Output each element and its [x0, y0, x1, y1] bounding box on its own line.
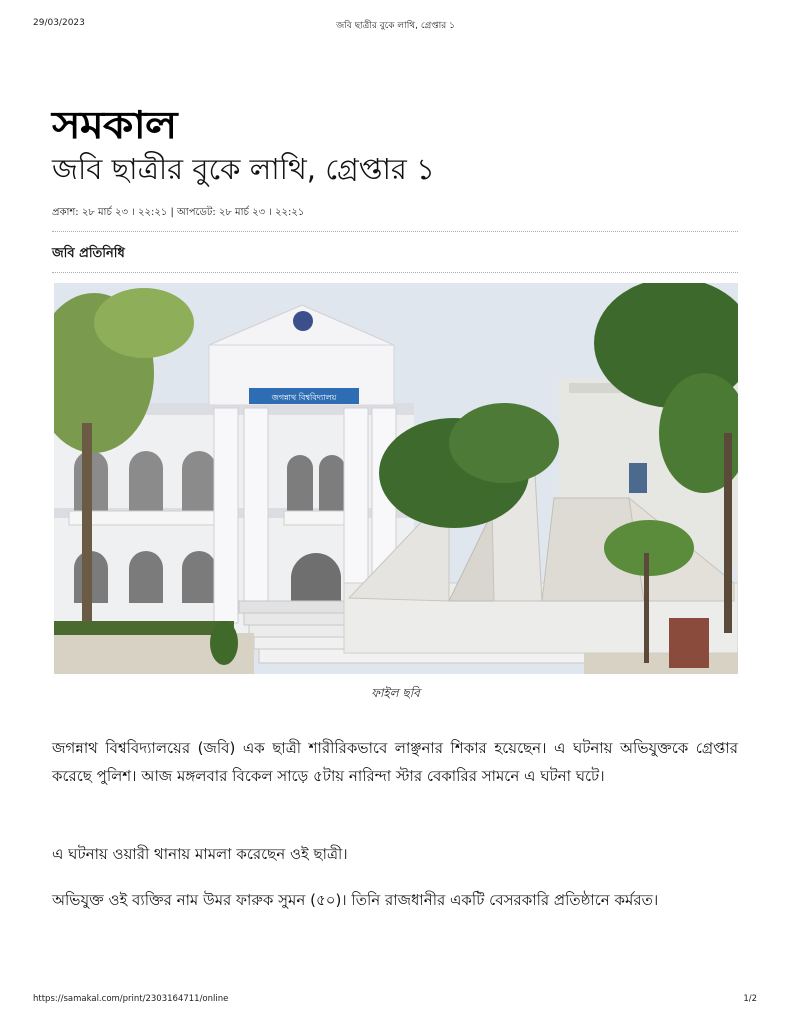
divider — [52, 272, 738, 273]
university-building-photo — [54, 283, 738, 674]
byline: জবি প্রতিনিধি — [52, 246, 125, 261]
article-paragraph-3: অভিযুক্ত ওই ব্যক্তির নাম উমর ফারুক সুমন (৫০)। তিনি রাজধানীর একটি বেসরকারি প্রতিষ্ঠানে কর্মরত। — [52, 891, 659, 909]
article-paragraph-2: এ ঘটনায় ওয়ারী থানায় মামলা করেছেন ওই ছাত্রী। — [52, 845, 348, 863]
divider — [52, 231, 738, 232]
samakal-logo[interactable]: সমকাল — [52, 102, 177, 147]
print-footer-url[interactable]: https://samakal.com/print/2303164711/online — [33, 994, 229, 1004]
article-headline: জবি ছাত্রীর বুকে লাথি, গ্রেপ্তার ১ — [52, 152, 435, 186]
publish-meta: প্রকাশ: ২৮ মার্চ ২৩ । ২২:২১ | আপডেট: ২৮ মার্চ ২৩ । ২২:২১ — [52, 207, 305, 218]
building-sign: জগন্নাথ বিশ্ববিদ্যালয় — [271, 393, 337, 402]
article-photo — [54, 283, 738, 674]
print-header-title: জবি ছাত্রীর বুকে লাথি, গ্রেপ্তার ১ — [336, 21, 455, 31]
page-number: 1/2 — [743, 994, 757, 1004]
image-caption: ফাইল ছবি — [371, 686, 420, 700]
print-date: 29/03/2023 — [33, 18, 85, 28]
article-paragraph-1: জগন্নাথ বিশ্ববিদ্যালয়ের (জবি) এক ছাত্রী শারীরিকভাবে লাঞ্ছনার শিকার হয়েছেন। এ ঘটনায় অভিযুক্তকে গ্রেপ্তার করেছে পুলিশ। আজ মঙ্গলবার বিকেল সাড়ে ৫টায় নারিন্দা স্টার বেকারির সামনে এ ঘটনা ঘটে। — [52, 739, 738, 785]
